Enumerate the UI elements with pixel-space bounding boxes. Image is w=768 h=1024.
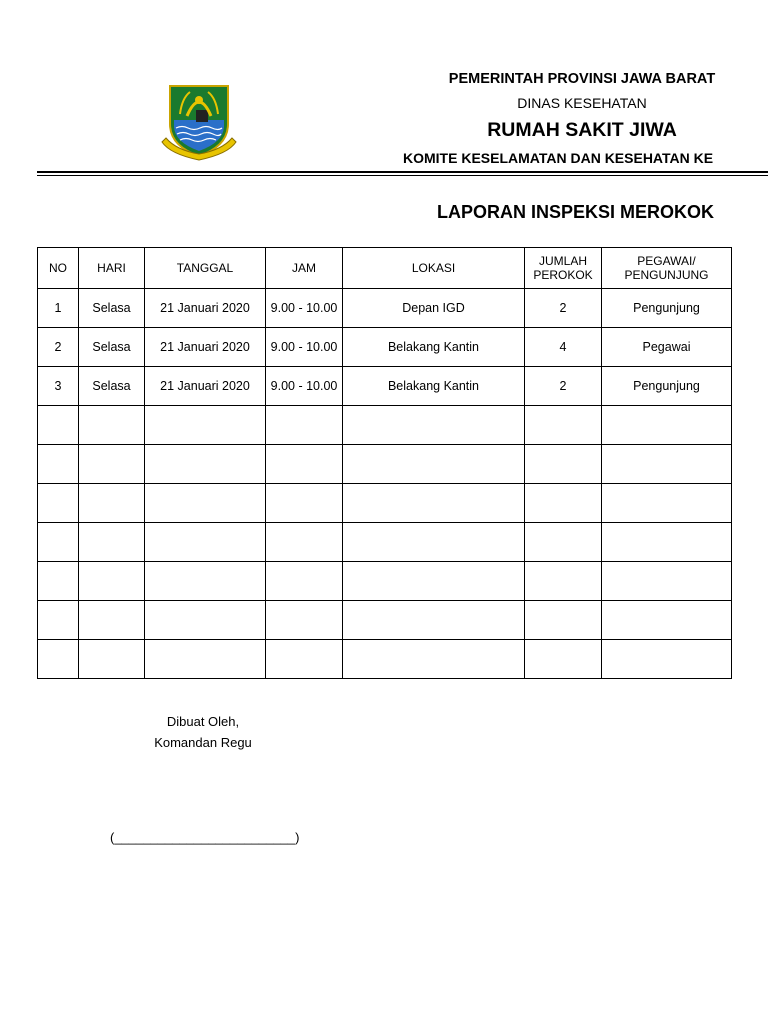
table-cell: 9.00 - 10.00	[266, 367, 343, 406]
table-cell	[602, 445, 732, 484]
table-row	[38, 484, 732, 523]
signature-line: (_________________________)	[110, 830, 300, 845]
table-cell	[343, 640, 525, 679]
table-row	[38, 562, 732, 601]
table-cell: 21 Januari 2020	[145, 328, 266, 367]
table-cell	[266, 640, 343, 679]
table-cell	[38, 484, 79, 523]
table-cell	[145, 484, 266, 523]
table-row	[38, 601, 732, 640]
table-cell	[79, 445, 145, 484]
column-header: JAM	[266, 248, 343, 289]
table-cell: 2	[525, 367, 602, 406]
inspection-table	[37, 247, 732, 679]
table-cell	[525, 484, 602, 523]
column-header: LOKASI	[343, 248, 525, 289]
column-header: NO	[38, 248, 79, 289]
table-cell	[145, 406, 266, 445]
column-header: JUMLAH PEROKOK	[525, 248, 602, 289]
table-cell	[343, 601, 525, 640]
table-cell	[525, 640, 602, 679]
table-cell: 21 Januari 2020	[145, 289, 266, 328]
table-cell	[38, 562, 79, 601]
table-cell	[266, 406, 343, 445]
table-cell	[266, 562, 343, 601]
table-cell: 2	[38, 328, 79, 367]
table-cell	[79, 484, 145, 523]
table-cell	[79, 601, 145, 640]
table-cell	[145, 523, 266, 562]
table-cell	[79, 523, 145, 562]
table-cell	[38, 523, 79, 562]
table-cell	[145, 562, 266, 601]
column-header: TANGGAL	[145, 248, 266, 289]
table-cell	[343, 562, 525, 601]
table-cell: Belakang Kantin	[343, 367, 525, 406]
table-cell: 4	[525, 328, 602, 367]
table-cell	[266, 445, 343, 484]
table-row	[38, 289, 732, 328]
table-cell: 9.00 - 10.00	[266, 289, 343, 328]
table-cell	[602, 640, 732, 679]
table-row	[38, 406, 732, 445]
table-cell: Selasa	[79, 289, 145, 328]
table-cell	[525, 601, 602, 640]
table-cell	[525, 445, 602, 484]
table-cell	[145, 601, 266, 640]
table-cell: Belakang Kantin	[343, 328, 525, 367]
table-cell	[266, 484, 343, 523]
table-cell	[79, 562, 145, 601]
table-cell	[79, 640, 145, 679]
report-title: LAPORAN INSPEKSI MEROKOK	[437, 202, 715, 222]
table-cell	[266, 601, 343, 640]
table-cell	[602, 484, 732, 523]
signature-made-by: Dibuat Oleh,	[166, 714, 240, 729]
table-row	[38, 523, 732, 562]
table-cell	[38, 445, 79, 484]
column-header: PEGAWAI/ PENGUNJUNG	[602, 248, 732, 289]
table-cell	[38, 640, 79, 679]
header-committee: KOMITE KESELAMATAN DAN KESEHATAN KE	[403, 150, 714, 166]
header-province: PEMERINTAH PROVINSI JAWA BARAT	[448, 71, 716, 87]
table-cell	[266, 523, 343, 562]
table-cell: Pengunjung	[602, 367, 732, 406]
table-row	[38, 445, 732, 484]
table-row	[38, 328, 732, 367]
table-cell	[602, 406, 732, 445]
table-cell: Selasa	[79, 328, 145, 367]
table-cell	[343, 406, 525, 445]
table-cell	[145, 445, 266, 484]
table-cell	[525, 562, 602, 601]
table-row	[38, 640, 732, 679]
table-cell	[145, 640, 266, 679]
table-cell	[79, 406, 145, 445]
table-cell	[602, 601, 732, 640]
header-hospital: RUMAH SAKIT JIWA	[487, 119, 677, 141]
table-cell	[602, 562, 732, 601]
table-cell	[343, 445, 525, 484]
table-cell: 9.00 - 10.00	[266, 328, 343, 367]
table-cell	[38, 406, 79, 445]
header-department: DINAS KESEHATAN	[517, 95, 647, 111]
column-header: HARI	[79, 248, 145, 289]
table-cell	[343, 484, 525, 523]
table-cell	[602, 523, 732, 562]
table-cell: Pengunjung	[602, 289, 732, 328]
table-cell: 21 Januari 2020	[145, 367, 266, 406]
header-divider-thick	[37, 171, 768, 173]
table-cell	[343, 523, 525, 562]
table-cell	[525, 523, 602, 562]
signature-role: Komandan Regu	[154, 735, 252, 750]
table-cell: Selasa	[79, 367, 145, 406]
west-java-emblem-logo	[160, 80, 238, 162]
table-cell: Pegawai	[602, 328, 732, 367]
header-divider-thin	[37, 175, 768, 176]
table-row	[38, 367, 732, 406]
table-header-row	[38, 248, 732, 289]
table-cell: Depan IGD	[343, 289, 525, 328]
table-body	[38, 289, 732, 679]
table-cell	[525, 406, 602, 445]
table-cell: 2	[525, 289, 602, 328]
table-cell	[38, 601, 79, 640]
table-cell: 1	[38, 289, 79, 328]
table-cell: 3	[38, 367, 79, 406]
